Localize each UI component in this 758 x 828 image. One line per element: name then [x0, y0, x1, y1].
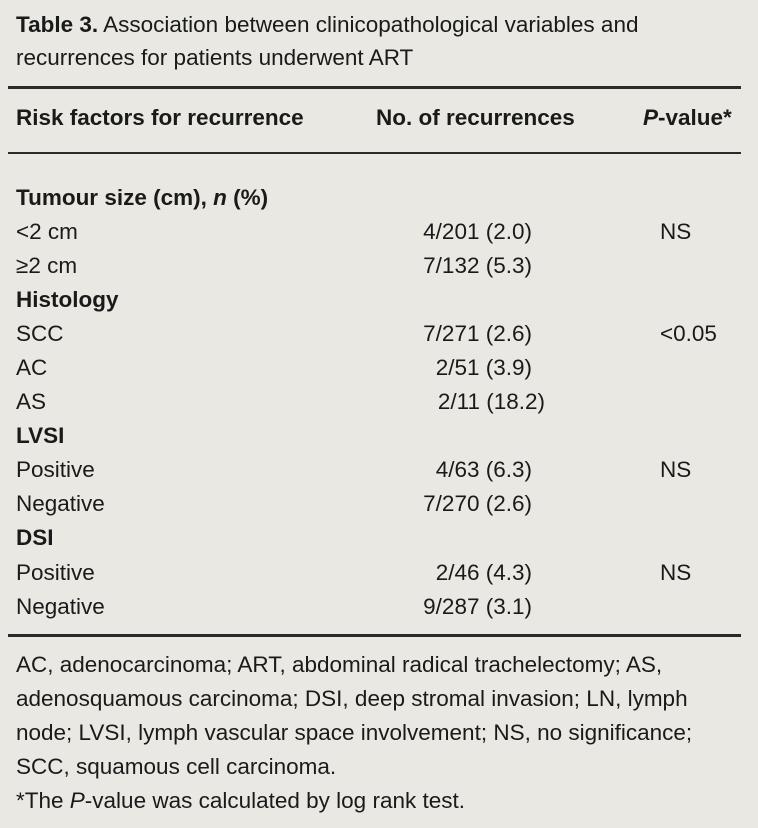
- row-recurrences: 9/287 (3.1): [423, 594, 532, 619]
- row-recurrences: 2/46 (4.3): [435, 560, 532, 585]
- row-p-value: NS: [660, 560, 692, 585]
- row-label: LVSI: [16, 423, 65, 448]
- table-caption: [16, 8, 746, 74]
- top-rule: [8, 86, 741, 89]
- table-row: [0, 487, 758, 521]
- row-label: ≥2 cm: [16, 253, 78, 278]
- header-risk-factors: Risk factors for recurrence: [16, 105, 304, 130]
- row-label: AC: [16, 355, 48, 380]
- row-label: AS: [16, 389, 47, 414]
- row-p-value: NS: [660, 457, 692, 482]
- header-recurrences: No. of recurrences: [376, 105, 575, 130]
- table-row: [0, 351, 758, 385]
- abbreviations-note: AC, adenocarcinoma; ART, abdominal radical trachelectomy; AS, adenosquamous carcinoma; DSI, deep stromal invasion; LN, lymph node; LVSI, lymph vascular space involvement; NS, no significance; SCC, squamous cell carcinoma.: [16, 652, 693, 779]
- row-recurrences: 7/270 (2.6): [423, 491, 532, 516]
- row-label: Positive: [16, 457, 95, 482]
- table-row: [0, 453, 758, 487]
- table-row: [0, 317, 758, 351]
- table-row: [0, 521, 758, 555]
- table-title: Association between clinicopathological variables and recurrences for patients underwent ART: [16, 12, 639, 70]
- row-recurrences: 7/271 (2.6): [423, 321, 532, 346]
- header-p-italic: P: [643, 105, 659, 130]
- row-label: DSI: [16, 525, 54, 550]
- row-label: Tumour size (cm), n (%): [16, 185, 269, 210]
- row-recurrences: 2/11 (18.2): [437, 389, 545, 414]
- row-label: SCC: [16, 321, 64, 346]
- row-label: Negative: [16, 491, 105, 516]
- row-label: Positive: [16, 560, 95, 585]
- table-number: Table 3.: [16, 12, 99, 37]
- row-recurrences: 7/132 (5.3): [423, 253, 532, 278]
- row-label: Histology: [16, 287, 119, 312]
- header-p-rest: -value*: [658, 105, 732, 130]
- p-value-note: *The P-value was calculated by log rank test.: [16, 788, 465, 813]
- row-recurrences: 4/63 (6.3): [435, 457, 532, 482]
- table-row: [0, 590, 758, 624]
- row-recurrences: 4/201 (2.0): [423, 219, 532, 244]
- table-footnote: [16, 648, 741, 818]
- row-label: <2 cm: [16, 219, 78, 244]
- table-row: [0, 419, 758, 453]
- table-row: [0, 556, 758, 590]
- table-row: [0, 215, 758, 249]
- table-row: [0, 283, 758, 317]
- row-label: Negative: [16, 594, 105, 619]
- row-p-value: <0.05: [660, 321, 717, 346]
- bottom-rule: [8, 634, 741, 637]
- row-recurrences: 2/51 (3.9): [435, 355, 532, 380]
- table-row: [0, 181, 758, 215]
- header-rule: [8, 152, 741, 154]
- table-row: [0, 385, 758, 419]
- row-p-value: NS: [660, 219, 692, 244]
- header-p-value: [643, 101, 732, 135]
- table-row: [0, 249, 758, 283]
